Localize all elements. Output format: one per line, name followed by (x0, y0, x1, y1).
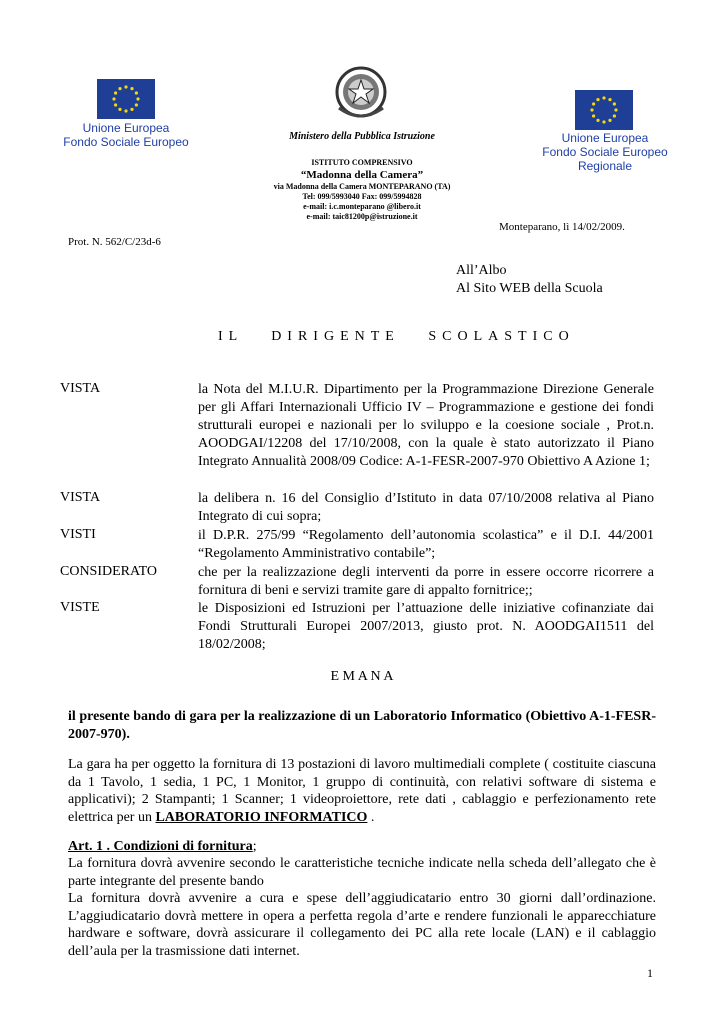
gara-oggetto-text: La gara ha per oggetto la fornitura di 13 postazioni di lavoro multimediali complete ( costituite ciascuna da 1 Tavolo, 1 sedia, 1 PC, 1 Monitor, 1 gruppo di continuità, con relativi software di sistema e applicativi); 2 Stampanti; 1 Scanner; 1 videoproiettore, rete dati , cablaggio e perfezionamento rete elettrica per un (68, 757, 656, 825)
eu-star (135, 91, 138, 94)
eu-star (592, 102, 595, 105)
eu-star (608, 98, 611, 101)
eu-star (135, 103, 138, 106)
document-title: IL DIRIGENTE SCOLASTICO (218, 329, 575, 344)
eu-left-line1: Unione Europea (82, 121, 170, 135)
institute-email-2: e-mail: taic81200p@istruzione.it (306, 212, 418, 221)
eu-star (136, 97, 139, 100)
eu-right-line1: Unione Europea (561, 131, 649, 145)
eu-star (596, 98, 599, 101)
consideration-text: il D.P.R. 275/99 “Regolamento dell’autonomia scolastica” e il D.I. 44/2001 “Regolamento Amministrativo contabile”; (198, 528, 654, 561)
eu-star (124, 109, 127, 112)
institute-phone: Tel: 099/5993040 Fax: 099/5994828 (302, 192, 422, 201)
consideration-label: VISTA (60, 490, 101, 505)
eu-star (124, 85, 127, 88)
consideration-text: che per la realizzazione degli interventi da porre in essere occorre ricorrere a fornitura di beni e servizi tramite gare di appalto fornitrice;; (198, 565, 654, 598)
eu-stars-icon (97, 79, 155, 119)
protocol-number: Prot. N. 562/C/23d-6 (68, 236, 161, 248)
recipient-albo: All’Albo (456, 263, 507, 278)
recipient-web: Al Sito WEB della Scuola (456, 281, 603, 296)
art1-heading: Art. 1 . Condizioni di fornitura (68, 839, 253, 854)
eu-star (613, 114, 616, 117)
eu-left-line2: Fondo Sociale Europeo (63, 135, 189, 149)
eu-star (592, 114, 595, 117)
eu-star (130, 108, 133, 111)
eu-star (114, 91, 117, 94)
consideration-label: VISTA (60, 381, 101, 396)
institute-address: via Madonna della Camera MONTEPARANO (TA) (273, 182, 451, 191)
consideration-label: CONSIDERATO (60, 564, 157, 579)
eu-star (114, 103, 117, 106)
eu-star (590, 108, 593, 111)
gara-oggetto-paragraph (68, 756, 656, 826)
consideration-text: le Disposizioni ed Istruzioni per l’attuazione delle iniziative cofinanziate dai Fondi Strutturali Europei 2007/2013, giusto prot. N. AOODGAI1511 del 18/02/2008; (198, 601, 654, 652)
eu-caption-left (58, 121, 194, 149)
eu-stars-icon (575, 90, 633, 130)
institute-type: ISTITUTO COMPRENSIVO (311, 158, 413, 167)
art1-heading-end: ; (252, 839, 257, 854)
art1-heading-line (68, 838, 656, 856)
laboratorio-emphasis: LABORATORIO INFORMATICO (155, 809, 368, 825)
eu-star (608, 119, 611, 122)
eu-flag-left (97, 79, 155, 119)
eu-star (596, 119, 599, 122)
gara-oggetto-end: . (367, 809, 375, 825)
eu-caption-right (530, 131, 680, 173)
eu-star (118, 108, 121, 111)
eu-star (130, 87, 133, 90)
institute-name: “Madonna della Camera” (300, 169, 424, 181)
eu-star (602, 120, 605, 123)
eu-star (613, 102, 616, 105)
place-date: Monteparano, lì 14/02/2009. (499, 221, 625, 233)
consideration-label: VISTI (60, 527, 96, 542)
emana-heading: E M A N A (330, 669, 394, 684)
institute-email-1: e-mail: i.c.monteparano @libero.it (303, 202, 421, 211)
art1-paragraph-2: La fornitura dovrà avvenire a cura e spese dell’aggiudicatario entro 30 giorni dall’ordinazione. L’aggiudicatario dovrà mettere in opera a perfetta regola d’arte e rendere funzionali le apparecchiature hardware e software, dovrà assicurare il collegamento dei PC alla rete locale (LAN) e il cablaggio dell’aula per la trasmissione dati internet. (68, 891, 656, 959)
eu-flag-right (575, 90, 633, 130)
eu-star (602, 96, 605, 99)
consideration-text: la delibera n. 16 del Consiglio d’Istituto in data 07/10/2008 relativa al Piano Integrato di cui sopra; (198, 491, 654, 524)
eu-star (614, 108, 617, 111)
page-number: 1 (647, 966, 653, 980)
bando-statement: il presente bando di gara per la realizzazione di un Laboratorio Informatico (Obiettivo A-1-FESR-2007-970). (68, 709, 656, 742)
eu-right-line3: Regionale (577, 159, 633, 173)
italian-emblem-icon (333, 64, 389, 122)
consideration-text: la Nota del M.I.U.R. Dipartimento per la Programmazione Direzione Generale per gli Affari Internazionali Ufficio IV – Programmazione e gestione dei fondi strutturali europei e nazionali per lo sviluppo e la coesione sociale , Prot.n. AOODGAI/12208 del 17/10/2008, con la quale è stato autorizzato il Piano Integrato Annualità 2008/09 Codice: A-1-FESR-2007-970 Obiettivo A Azione 1; (198, 382, 654, 469)
ministry-name: Ministero della Pubblica Istruzione (289, 131, 435, 142)
eu-star (112, 97, 115, 100)
art1-paragraph-1: La fornitura dovrà avvenire secondo le caratteristiche tecniche indicate nella scheda dell’allegato che è parte integrante del presente bando (68, 856, 656, 889)
eu-star (118, 87, 121, 90)
eu-right-line2: Fondo Sociale Europeo (542, 145, 668, 159)
consideration-label: VISTE (60, 600, 100, 615)
